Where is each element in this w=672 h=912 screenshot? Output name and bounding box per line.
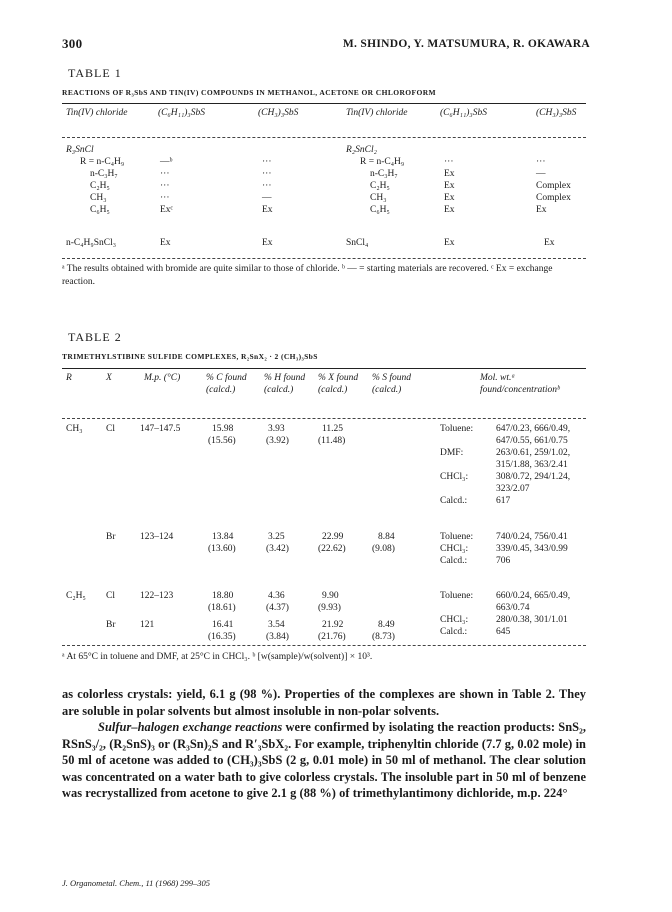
t2-g2-h_calc: (4.37) <box>266 603 289 613</box>
t2-g2-mw-values-0: 660/0.24, 665/0.49, <box>496 591 571 601</box>
body-p2-text: were confirmed by isolating the reaction products: SnS₂, RSnS₃/₂, (R₂SnS)₃ or (R₃Sn)₂S and R′₃SbX₂. For example, triphenyltin chloride (7.7 g, 0.02 mole) in 50 ml of acetone was added to (CH₃)₃SbS (2 g, 0.01 mole) in 50 ml of methanol. The clear solution was concentrated on a water bath to give colorless crystals. The insoluble part in 50 ml of benzene was recrystallized from acetone to give 2.1 g (88 %) of trimethylantimony dichloride, m.p. 224° <box>62 720 587 800</box>
t2-g0-h_calc: (3.92) <box>266 436 289 446</box>
t1-cell-r1-c2: ··· <box>262 169 272 179</box>
table2-notes: ᵃ At 65°C in toluene and DMF, at 25°C in CHCl₃. ᵇ [w(sample)/w(solvent)] × 10³. <box>62 652 373 662</box>
t1-cell-r4-c5: Ex <box>536 205 547 215</box>
t2-g3-xp_calc: (21.76) <box>318 632 346 642</box>
t2-g0-mw-solvent-0: Toluene: <box>440 424 474 434</box>
table2-caption: TABLE 2 <box>68 330 122 344</box>
t1-last-c3: SnCl₄ <box>346 238 369 248</box>
body-paragraph-2 <box>62 719 586 802</box>
t2-g0-c: 15.98 <box>212 424 234 434</box>
t2-g0-h: 3.93 <box>268 424 285 434</box>
t2-g0-mw-values-1: 647/0.55, 661/0.75 <box>496 436 568 446</box>
body-p2-lead: Sulfur–halogen exchange reactions <box>98 720 283 734</box>
t1-cell-r0-c5: ··· <box>536 157 546 167</box>
t2-g2-x: Cl <box>106 591 115 601</box>
t1-cell-r3-c5: Complex <box>536 193 571 203</box>
t1-cell-r1-c0: n-C₃H₇ <box>90 169 118 179</box>
t2-g0-mw-solvent-4: CHCl₃: <box>440 472 469 482</box>
t1-cell-r3-c1: ··· <box>160 193 170 203</box>
t2-h-x: X <box>106 373 112 383</box>
t2-g0-mw-values-2: 263/0.61, 259/1.02, <box>496 448 571 458</box>
table1-bottom-rule <box>62 258 586 259</box>
t2-g3-s_calc: (8.73) <box>372 632 395 642</box>
t1-cell-r2-c4: Ex <box>444 181 455 191</box>
t2-g1-mw-values-1: 339/0.45, 343/0.99 <box>496 544 568 554</box>
t2-g3-h_calc: (3.84) <box>266 632 289 642</box>
t2-g2-mp: 122–123 <box>140 591 174 601</box>
body-paragraph-1: as colorless crystals: yield, 6.1 g (98 %). Properties of the complexes are shown in Table 2. They are soluble in polar solvents but almost insoluble in non-polar solvents. <box>62 687 586 718</box>
table2-bottom-rule <box>62 645 586 646</box>
t1-last-c0: n-C₄H₉SnCl₃ <box>66 238 117 248</box>
t1-cell-r4-c1: Exᶜ <box>160 205 173 215</box>
t2-g2-c_calc: (18.61) <box>208 603 236 613</box>
t2-g1-mw-solvent-1: CHCl₃: <box>440 544 469 554</box>
t1-h-cy-left: (C₆H₁₁)₃SbS <box>158 108 205 118</box>
t2-g0-c_calc: (15.56) <box>208 436 236 446</box>
footer-citation: J. Organometal. Chem., 11 (1968) 299–305 <box>62 878 211 888</box>
t2-g3-c: 16.41 <box>212 620 234 630</box>
t1-cell-r0-c0: R = n-C₄H₉ <box>80 157 125 167</box>
t2-g2-mw-values-3: 645 <box>496 627 511 637</box>
t2-h-mp: M.p. (°C) <box>144 373 181 383</box>
page-number: 300 <box>62 36 83 51</box>
t1-h-tin-left: Tin(IV) chloride <box>66 108 128 118</box>
t2-g1-h_calc: (3.42) <box>266 544 289 554</box>
t1-last-c1: Ex <box>160 238 171 248</box>
t1-cell-r1-c4: Ex <box>444 169 455 179</box>
t1-cell-r2-c3: C₂H₅ <box>370 181 390 191</box>
t1-last-c2: Ex <box>262 238 273 248</box>
t1-cell-r4-c4: Ex <box>444 205 455 215</box>
t2-g2-xp_calc: (9.93) <box>318 603 341 613</box>
t1-h-tin-right: Tin(IV) chloride <box>346 108 408 118</box>
t1-cell-r0-c4: ··· <box>444 157 454 167</box>
t1-h-me-left: (CH₃)₃SbS <box>258 108 299 118</box>
table1-top-rule <box>62 103 586 104</box>
t1-cell-r3-c3: CH₃ <box>370 193 387 203</box>
t2-g2-r: C₂H₅ <box>66 591 86 601</box>
t1-cell-r1-c5: — <box>536 169 546 179</box>
table1-title: REACTIONS OF R₃SbS AND TIN(IV) COMPOUNDS IN METHANOL, ACETONE OR CHLOROFORM <box>62 88 437 97</box>
t2-g0-mw-values-0: 647/0.23, 666/0.49, <box>496 424 571 434</box>
t2-g0-mp: 147–147.5 <box>140 424 181 434</box>
t1-cell-r0-c3: R = n-C₄H₉ <box>360 157 405 167</box>
t1-cell-r3-c4: Ex <box>444 193 455 203</box>
t2-g2-mw-solvent-3: Calcd.: <box>440 627 468 637</box>
t1-cell-r4-c2: Ex <box>262 205 273 215</box>
t2-h-xp: % X found (calcd.) <box>318 373 359 395</box>
t1-cell-r2-c1: ··· <box>160 181 170 191</box>
t2-g0-mw-solvent-2: DMF: <box>440 448 464 458</box>
t2-g2-mw-values-2: 280/0.38, 301/1.01 <box>496 615 568 625</box>
t2-h-mw: Mol. wt.ᵃ found/concentrationᵇ <box>480 373 560 395</box>
t2-g1-h: 3.25 <box>268 532 285 542</box>
t2-g3-c_calc: (16.35) <box>208 632 236 642</box>
t2-g1-mw-solvent-0: Toluene: <box>440 532 474 542</box>
t1-cell-r0-c1: —ᵇ <box>160 157 173 167</box>
t1-left-group: R₃SnCl <box>66 145 94 155</box>
t2-g0-mw-solvent-6: Calcd.: <box>440 496 468 506</box>
t2-g2-xp: 9.90 <box>322 591 339 601</box>
t2-g3-mp: 121 <box>140 620 155 630</box>
t2-g3-s: 8.49 <box>378 620 395 630</box>
t2-g0-mw-values-5: 323/2.07 <box>496 484 530 494</box>
t2-g1-xp: 22.99 <box>322 532 344 542</box>
t2-g2-mw-values-1: 663/0.74 <box>496 603 530 613</box>
t1-cell-r2-c5: Complex <box>536 181 571 191</box>
table2-header-rule <box>62 418 586 419</box>
t2-g0-r: CH₃ <box>66 424 83 434</box>
t2-g2-c: 18.80 <box>212 591 234 601</box>
t2-g1-x: Br <box>106 532 116 542</box>
t1-cell-r3-c0: CH₃ <box>90 193 107 203</box>
t2-g2-mw-solvent-2: CHCl₃: <box>440 615 469 625</box>
t1-h-me-right: (CH₃)₃SbS <box>536 108 577 118</box>
t2-h-r: R <box>66 373 72 383</box>
t1-cell-r2-c2: ··· <box>262 181 272 191</box>
table2-title: TRIMETHYLSTIBINE SULFIDE COMPLEXES, R₂SnX₂ · 2 (CH₃)₃SbS <box>62 352 318 361</box>
t2-g1-c: 13.84 <box>212 532 234 542</box>
table2-top-rule <box>62 368 586 369</box>
t2-g3-h: 3.54 <box>268 620 285 630</box>
t1-cell-r0-c2: ··· <box>262 157 272 167</box>
t2-g1-mw-solvent-2: Calcd.: <box>440 556 468 566</box>
t2-g0-x: Cl <box>106 424 115 434</box>
t2-g1-mw-values-0: 740/0.24, 756/0.41 <box>496 532 568 542</box>
t1-cell-r4-c0: C₆H₅ <box>90 205 110 215</box>
table1-header-rule <box>62 137 586 138</box>
t2-g0-xp: 11.25 <box>322 424 344 434</box>
t1-last-c5: Ex <box>544 238 555 248</box>
t2-g0-xp_calc: (11.48) <box>318 436 346 446</box>
t2-g2-h: 4.36 <box>268 591 285 601</box>
t2-g1-c_calc: (13.60) <box>208 544 236 554</box>
t2-h-s: % S found (calcd.) <box>372 373 412 395</box>
t2-g1-mp: 123–124 <box>140 532 174 542</box>
t2-h-h: % H found (calcd.) <box>264 373 306 395</box>
t1-last-c4: Ex <box>444 238 455 248</box>
t2-g0-mw-values-4: 308/0.72, 294/1.24, <box>496 472 571 482</box>
t2-g1-s: 8.84 <box>378 532 395 542</box>
t1-cell-r1-c3: n-C₃H₇ <box>370 169 398 179</box>
running-head: M. SHINDO, Y. MATSUMURA, R. OKAWARA <box>342 38 590 50</box>
t2-g0-mw-values-3: 315/1.88, 363/2.41 <box>496 460 568 470</box>
t2-g1-s_calc: (9.08) <box>372 544 395 554</box>
t2-g1-mw-values-2: 706 <box>496 556 511 566</box>
table1-caption: TABLE 1 <box>68 66 122 80</box>
t2-g0-mw-values-6: 617 <box>496 496 511 506</box>
t1-cell-r3-c2: — <box>262 193 272 203</box>
t1-h-cy-right: (C₆H₁₁)₃SbS <box>440 108 487 118</box>
t2-g2-mw-solvent-0: Toluene: <box>440 591 474 601</box>
t1-cell-r4-c3: C₆H₅ <box>370 205 390 215</box>
table1-notes: ᵃ The results obtained with bromide are quite similar to those of chloride. ᵇ — = starting materials are recovered. ᶜ Ex = exchange reaction. <box>62 264 553 287</box>
t2-h-c: % C found (calcd.) <box>206 373 247 395</box>
t1-right-group: R₂SnCl₂ <box>346 145 377 155</box>
t1-cell-r1-c1: ··· <box>160 169 170 179</box>
t2-g3-x: Br <box>106 620 116 630</box>
t2-g3-xp: 21.92 <box>322 620 344 630</box>
t2-g1-xp_calc: (22.62) <box>318 544 346 554</box>
t1-cell-r2-c0: C₂H₅ <box>90 181 110 191</box>
